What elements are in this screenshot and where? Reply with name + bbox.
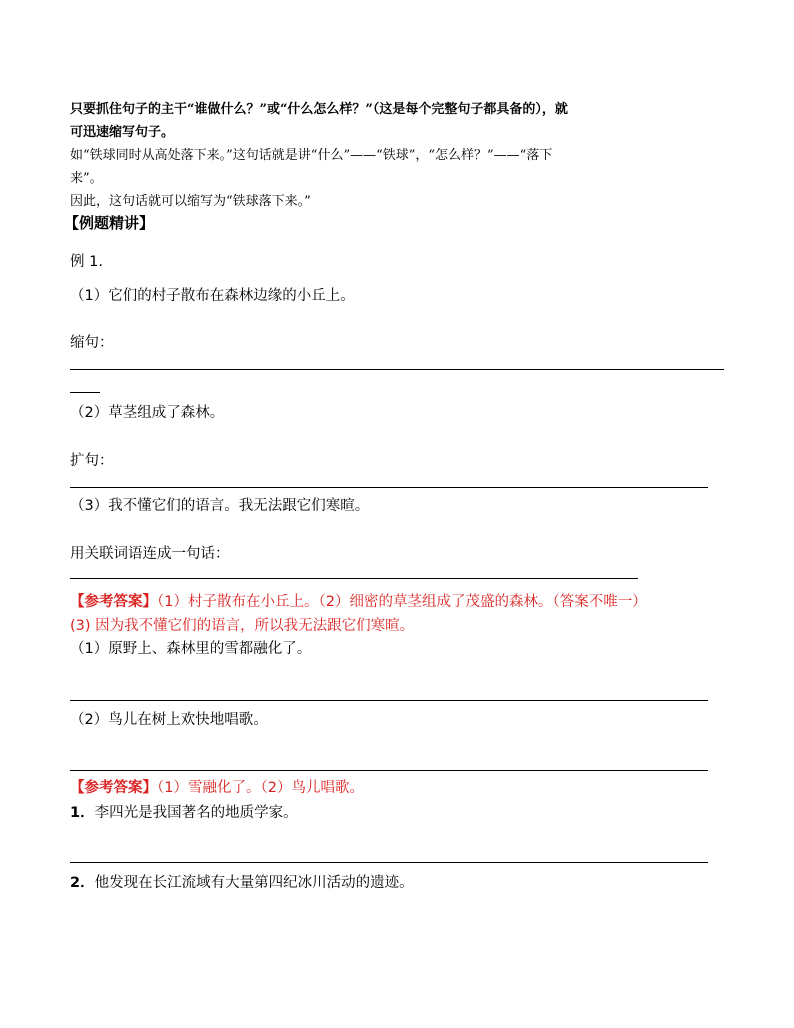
- answer-line-tail: [70, 392, 100, 393]
- question-1: （1）它们的村子散布在森林边缘的小丘上。: [70, 288, 355, 304]
- task-expand: 扩句：: [70, 453, 114, 469]
- question-2: （2）草茎组成了森林。: [70, 405, 225, 421]
- question-2-2: （2）鸟儿在树上欢快地唱歌。: [70, 712, 268, 728]
- task-connect: 用关联词语连成一句话：: [70, 546, 230, 562]
- example-label: 例 1.: [70, 254, 103, 270]
- question-3: （3）我不懂它们的语言。我无法跟它们寒暄。: [70, 498, 370, 514]
- exercise-number: 2．: [70, 875, 95, 891]
- intro-line-4: 来”。: [70, 171, 103, 186]
- answer-tag: 【参考答案】: [70, 594, 157, 610]
- answer-block-1: [70, 590, 647, 611]
- question-2-1: （1）原野上、森林里的雪都融化了。: [70, 641, 312, 657]
- answer-tag: 【参考答案】: [70, 780, 157, 796]
- exercise-text: 他发现在长江流域有大量第四纪冰川活动的遗迹。: [94, 875, 414, 891]
- answer-line[interactable]: [70, 369, 724, 370]
- answer-line[interactable]: [70, 578, 638, 579]
- exercise-text: 李四光是我国著名的地质学家。: [94, 805, 298, 821]
- answer-line-2: (3) 因为我不懂它们的语言，所以我无法跟它们寒暄。: [70, 618, 415, 634]
- exercise-2: [70, 871, 414, 892]
- answer-line[interactable]: [70, 700, 708, 701]
- answer-line[interactable]: [70, 487, 708, 488]
- answer-text: （1）雪融化了。（2）鸟儿唱歌。: [157, 780, 364, 796]
- intro-line-5: 因此，这句话就可以缩写为“铁球落下来。”: [70, 194, 311, 209]
- task-shorten: 缩句：: [70, 335, 114, 351]
- answer-text: （1）村子散布在小丘上。（2）细密的草茎组成了茂盛的森林。（答案不唯一）: [157, 594, 647, 610]
- intro-line-2: 可迅速缩写句子。: [70, 125, 175, 140]
- answer-block-2: [70, 776, 364, 797]
- intro-line-3: 如“铁球同时从高处落下来。”这句话就是讲“什么”——“铁球”，“怎么样？”——“落下: [70, 148, 553, 163]
- exercise-number: 1．: [70, 805, 95, 821]
- section-title: 【例题精讲】: [64, 214, 155, 232]
- answer-line[interactable]: [70, 862, 708, 863]
- exercise-1: [70, 801, 298, 822]
- intro-line-1: 只要抓住句子的主干“谁做什么？”或“什么怎么样？”（这是每个完整句子都具备的），就: [70, 102, 568, 117]
- answer-line[interactable]: [70, 770, 708, 771]
